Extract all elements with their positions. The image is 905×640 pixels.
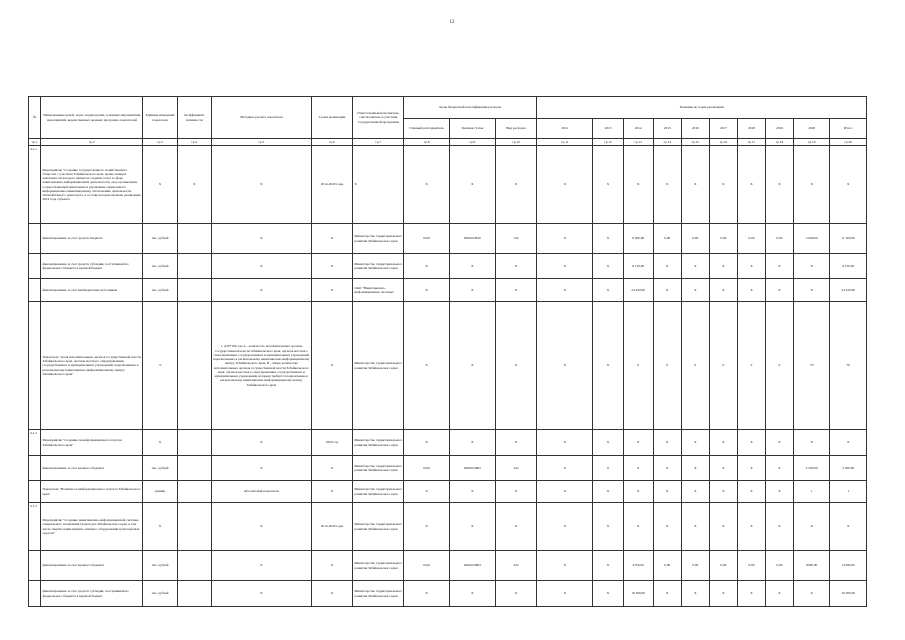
row-year-value: X (593, 503, 623, 551)
header-year: 2017 (709, 119, 737, 139)
row-year-value: X (537, 581, 593, 607)
row-code-gr: X (404, 254, 450, 279)
row-year-value: X (593, 481, 623, 503)
row-name: финансирование за счет средств бюджета (41, 224, 143, 254)
row-method: X (211, 430, 311, 456)
row-year-value: X (681, 146, 709, 224)
table-row (29, 279, 867, 302)
row-year-value: X (593, 146, 623, 224)
row-coef (177, 279, 211, 302)
row-name: Мероприятие "Создание государственного хозяйственного общества с участием Забайкальского края, целью и видом деятельности которого является создание услуг в сфере навигационно-информационной деятельности, свод организации, осуществляющей накопление и управление сервисами по информационно-навигационному обеспечению деятельности автомобильного транспорта, в составе которых вызвано реализация 2014 года субъекта (41, 146, 143, 224)
row-total: X (830, 430, 867, 456)
row-year-value: X (737, 430, 765, 456)
row-code-cs: X (450, 481, 496, 503)
header-year: 2014 (623, 119, 653, 139)
row-year-value: X (537, 551, 593, 581)
col-number: гр.4 (177, 139, 211, 146)
table-row (29, 551, 867, 581)
header-num: № (29, 97, 41, 139)
row-code-cs: 0640104802 (450, 456, 496, 481)
row-year-value: X (794, 254, 830, 279)
row-year-value: X (709, 503, 737, 551)
row-unit: X (143, 430, 177, 456)
header-year: 2016 (681, 119, 709, 139)
col-number: гр.6 (311, 139, 353, 146)
row-name: финансирование за счет краевого бюджета (41, 456, 143, 481)
row-total: 11 500,00 (830, 224, 867, 254)
row-year-value: X (623, 503, 653, 551)
row-total: 24 450,00 (830, 279, 867, 302)
row-year-value: X (593, 430, 623, 456)
row-method: X (211, 503, 311, 551)
row-year-value: X (737, 456, 765, 481)
row-year-value: X (681, 481, 709, 503)
row-year-value: 0 (681, 302, 709, 430)
row-year-value: 0 (765, 302, 793, 430)
row-year-value: 24 450,00 (623, 279, 653, 302)
row-code-vr: 242 (495, 456, 537, 481)
row-method: X (211, 456, 311, 481)
row-coef (177, 503, 211, 551)
row-unit: тыс. рублей (143, 456, 177, 481)
header-year: 2020 (794, 119, 830, 139)
row-year-value: 1 (794, 481, 830, 503)
row-code-gr: X (404, 581, 450, 607)
col-number: гр.9 (450, 139, 496, 146)
row-coef (177, 481, 211, 503)
row-responsible: Министерство территориального развития Забайкальского края (353, 456, 404, 481)
row-year-value: X (794, 146, 830, 224)
col-number: гр.20 (830, 139, 867, 146)
row-code-cs: X (450, 503, 496, 551)
row-unit: % (143, 302, 177, 430)
row-year-value: X (709, 481, 737, 503)
row-year-value: X (537, 279, 593, 302)
row-code-cs: X (450, 254, 496, 279)
row-code-cs: 0640104810 (450, 224, 496, 254)
col-number: гр.7 (353, 139, 404, 146)
row-num: 4.1.1 (29, 146, 41, 224)
row-year-value: 0,00 (653, 551, 681, 581)
header-year: 2015 (653, 119, 681, 139)
row-year-value: X (765, 481, 793, 503)
row-code-cs: 0640104803 (450, 551, 496, 581)
row-year-value: X (653, 456, 681, 481)
row-code-gr: X (404, 481, 450, 503)
row-num (29, 224, 41, 254)
row-year-value: X (537, 254, 593, 279)
row-year-value: X (623, 146, 653, 224)
header-year: 2019 (765, 119, 793, 139)
row-code-gr: 0410 (404, 551, 450, 581)
row-year-value: X (537, 302, 593, 430)
row-year-value: 0,00 (765, 224, 793, 254)
row-num: 4.1.2 (29, 430, 41, 456)
row-year-value: X (653, 254, 681, 279)
row-year-value: X (681, 254, 709, 279)
row-year-value: X (794, 503, 830, 551)
row-unit: тыс. рублей (143, 254, 177, 279)
row-year-value: 0,00 (737, 551, 765, 581)
header-resp: Ответственный исполнитель, соисполнитель и участник государственной программы (353, 97, 404, 139)
row-unit: тыс. рублей (143, 551, 177, 581)
row-name: Показатель "Наличие геоинформационного портала Забайкальского края" (41, 481, 143, 503)
row-year-value: 0,00 (765, 551, 793, 581)
row-year-value: 2 500,00 (794, 456, 830, 481)
row-method: X (211, 279, 311, 302)
table-row (29, 224, 867, 254)
row-name: финансирование за счет краевого бюджета (41, 551, 143, 581)
row-year-value: X (737, 481, 765, 503)
row-code-vr: X (495, 503, 537, 551)
row-year-value: 8 150,00 (623, 254, 653, 279)
row-year-value: X (537, 224, 593, 254)
row-term: X (311, 224, 353, 254)
row-term: X (311, 456, 353, 481)
row-code-vr: X (495, 146, 537, 224)
col-number: гр.11 (537, 139, 593, 146)
row-unit: тыс. рублей (143, 279, 177, 302)
col-number: гр.5 (211, 139, 311, 146)
row-method: X (211, 224, 311, 254)
row-responsible: Министерство территориального развития Забайкальского края (353, 430, 404, 456)
header-code-gr: Главный распорядитель (404, 119, 450, 139)
row-total: 16 300,00 (830, 581, 867, 607)
table-row (29, 254, 867, 279)
row-term: X (311, 551, 353, 581)
row-year-value: 0,00 (737, 224, 765, 254)
row-num (29, 254, 41, 279)
row-year-value: X (623, 481, 653, 503)
row-total: 70 (830, 302, 867, 430)
row-coef: X (177, 146, 211, 224)
row-year-value: 0,00 (681, 224, 709, 254)
col-number: гр.16 (709, 139, 737, 146)
table-row (29, 430, 867, 456)
row-name: Мероприятие "Создание навигационно-информационной системы специального назначения транспорта Забайкальского края, в том числе закупка навигационно-связного оборудования транспортных средств" (41, 503, 143, 551)
row-coef (177, 551, 211, 581)
row-year-value: X (681, 503, 709, 551)
row-year-value: X (653, 581, 681, 607)
row-responsible: Министерство территориального развития Забайкальского края (353, 581, 404, 607)
row-responsible: Министерство территориального развития Забайкальского края (353, 254, 404, 279)
column-numbers-row (29, 139, 867, 146)
header-code-vr: Вид расходов (495, 119, 537, 139)
row-year-value: X (537, 481, 593, 503)
col-number: гр.3 (143, 139, 177, 146)
row-total: 8 150,00 (830, 254, 867, 279)
header-name: Наименование целей, задач, подпрограмм, основных мероприятий, мероприятий, ведомственных целевых программ, показателей (41, 97, 143, 139)
row-year-value: 0 (653, 302, 681, 430)
header-codes-group: Коды бюджетной классификации расходов (404, 97, 537, 119)
row-year-value: X (593, 581, 623, 607)
row-total: 1 (830, 481, 867, 503)
row-year-value: X (709, 254, 737, 279)
row-year-value: 4700,00 (623, 551, 653, 581)
row-responsible: X (353, 146, 404, 224)
row-code-vr: 242 (495, 551, 537, 581)
row-year-value: 0 (737, 302, 765, 430)
row-num (29, 481, 41, 503)
header-coef: Коэффициент значимости (177, 97, 211, 139)
col-number: гр.18 (765, 139, 793, 146)
row-year-value: X (681, 456, 709, 481)
row-year-value: X (737, 254, 765, 279)
row-total: 13200,00 (830, 551, 867, 581)
row-year-value: X (681, 581, 709, 607)
row-name: финансирование за счет внебюджетных источников (41, 279, 143, 302)
row-year-value: 3 000,00 (794, 224, 830, 254)
row-code-cs: X (450, 146, 496, 224)
row-unit: единиц (143, 481, 177, 503)
row-code-vr: X (495, 279, 537, 302)
row-year-value: X (537, 456, 593, 481)
row-year-value: X (709, 430, 737, 456)
row-year-value: 0,00 (653, 224, 681, 254)
row-code-cs: X (450, 581, 496, 607)
row-responsible: Министерство территориального развития Забайкальского края (353, 302, 404, 430)
row-num (29, 551, 41, 581)
row-year-value: X (737, 581, 765, 607)
row-year-value: X (623, 430, 653, 456)
row-coef (177, 430, 211, 456)
row-year-value: X (593, 254, 623, 279)
row-year-value: 8500,00 (794, 551, 830, 581)
header-year: 2012 (537, 119, 593, 139)
row-year-value: X (765, 279, 793, 302)
row-unit: тыс. рублей (143, 581, 177, 607)
row-year-value: X (737, 503, 765, 551)
row-method: Абсолютный показатель (211, 481, 311, 503)
row-term: X (311, 581, 353, 607)
row-year-value: X (653, 503, 681, 551)
row-year-value: X (593, 279, 623, 302)
col-number: гр.15 (681, 139, 709, 146)
table-row (29, 481, 867, 503)
row-method: X (211, 146, 311, 224)
row-year-value: X (537, 430, 593, 456)
row-unit: тыс. рублей (143, 224, 177, 254)
row-year-value: 0 (709, 302, 737, 430)
page-number: 12 (449, 20, 455, 25)
row-code-vr: 742 (495, 224, 537, 254)
row-name: Мероприятие "Создание геоинформационного портала Забайкальского края" (41, 430, 143, 456)
col-number: гр.12 (593, 139, 623, 146)
row-year-value: X (681, 430, 709, 456)
row-code-vr: X (495, 481, 537, 503)
row-code-gr: X (404, 146, 450, 224)
row-year-value: X (765, 430, 793, 456)
row-responsible: Министерство территориального развития Забайкальского края (353, 551, 404, 581)
row-year-value: X (709, 279, 737, 302)
row-year-value: X (765, 146, 793, 224)
row-year-value: X (765, 503, 793, 551)
row-year-value: X (537, 146, 593, 224)
row-year-value: X (794, 279, 830, 302)
header-code-cs: Целевая статья (450, 119, 496, 139)
row-responsible: Министерство территориального развития Забайкальского края (353, 224, 404, 254)
row-responsible: ОАО "Навигационно-информационные системы" (353, 279, 404, 302)
row-year-value: X (709, 146, 737, 224)
row-num (29, 456, 41, 481)
row-method: X (211, 254, 311, 279)
row-term: X (311, 254, 353, 279)
col-number: гр.1 (29, 139, 41, 146)
col-number: гр.13 (623, 139, 653, 146)
header-total: Итого (830, 119, 867, 139)
row-code-gr: X (404, 302, 450, 430)
header-values-group: Значения по годам реализации (537, 97, 867, 119)
row-code-gr: X (404, 503, 450, 551)
row-total: X (830, 503, 867, 551)
row-year-value: X (765, 254, 793, 279)
table-row (29, 302, 867, 430)
row-year-value: X (537, 503, 593, 551)
row-year-value: X (593, 551, 623, 581)
col-number: гр.19 (794, 139, 830, 146)
row-name: финансирование за счет средств субсидии, поступившей из федерального бюджета в краевой бюджет (41, 581, 143, 607)
row-code-gr: X (404, 279, 450, 302)
header-unit: Единица измерения показателя (143, 97, 177, 139)
row-num (29, 279, 41, 302)
row-term: 2020 год (311, 430, 353, 456)
col-number: гр.8 (404, 139, 450, 146)
header-year: 2013 (593, 119, 623, 139)
row-term: X (311, 279, 353, 302)
row-year-value: X (765, 581, 793, 607)
row-code-gr: X (404, 430, 450, 456)
row-code-vr: X (495, 254, 537, 279)
row-responsible: Министерство территориального развития Забайкальского края (353, 481, 404, 503)
row-total: X (830, 146, 867, 224)
row-year-value: 70 (794, 302, 830, 430)
program-table (28, 96, 867, 607)
col-number: гр.14 (653, 139, 681, 146)
row-code-gr: 0410 (404, 224, 450, 254)
row-year-value: 0,00 (709, 551, 737, 581)
row-name: финансирование за счет средств субсидии, поступившей из федерального бюджета в краевой бюджет (41, 254, 143, 279)
row-name: Показатель "Доля исполнительных органов государственной власти Забайкальского края, органов местного самоуправления, государственных и муниципальных учреждений, подключенных к региональному навигационно-информационному центру Забайкальского края" (41, 302, 143, 430)
row-year-value: X (737, 279, 765, 302)
row-method: X (211, 551, 311, 581)
row-year-value: X (623, 456, 653, 481)
row-coef (177, 302, 211, 430)
header-year: 2018 (737, 119, 765, 139)
table-row (29, 146, 867, 224)
row-term: 2014-2020 годы (311, 503, 353, 551)
row-year-value: X (593, 302, 623, 430)
row-num (29, 581, 41, 607)
header-term: Сроки реализации (311, 97, 353, 139)
row-year-value: X (593, 456, 623, 481)
table-row (29, 581, 867, 607)
row-code-cs: X (450, 279, 496, 302)
row-coef (177, 456, 211, 481)
row-code-cs: X (450, 302, 496, 430)
row-coef (177, 254, 211, 279)
row-year-value: 0,00 (681, 551, 709, 581)
row-num (29, 302, 41, 430)
row-num: 4.1.3 (29, 503, 41, 551)
row-code-vr: X (495, 581, 537, 607)
row-year-value: X (794, 581, 830, 607)
col-number: гр.2 (41, 139, 143, 146)
row-year-value: X (709, 581, 737, 607)
row-year-value: X (653, 146, 681, 224)
row-total: 2 500,00 (830, 456, 867, 481)
table-row (29, 456, 867, 481)
row-year-value: 8 500,00 (623, 224, 653, 254)
row-term: X (311, 481, 353, 503)
row-year-value: X (765, 456, 793, 481)
row-responsible: Министерство территориального развития Забайкальского края (353, 503, 404, 551)
row-year-value: X (653, 279, 681, 302)
row-year-value: 0,00 (709, 224, 737, 254)
row-method: 1. А/В*100, где А - количество исполнительных органов государственной власти Забайкальского края, органов местного самоуправления, государственных и муниципальных учреждений, подключенных к региональному навигационно-информационному центру Забайкальского края, В - общее количество исполнительных органов государственной власти Забайкальского края, органов местного самоуправления, государственных и муниципальных учреждений, которым требуется подключение к региональному навигационно-информационному центру Забайкальского края (211, 302, 311, 430)
row-code-vr: X (495, 302, 537, 430)
row-term: 2014-2020 годы (311, 146, 353, 224)
row-coef (177, 581, 211, 607)
row-year-value: X (794, 430, 830, 456)
table-row (29, 503, 867, 551)
row-year-value: X (681, 279, 709, 302)
row-unit: X (143, 146, 177, 224)
row-code-cs: X (450, 430, 496, 456)
row-coef (177, 224, 211, 254)
row-code-vr: X (495, 430, 537, 456)
row-year-value: X (737, 146, 765, 224)
row-code-gr: 0410 (404, 456, 450, 481)
row-method: X (211, 581, 311, 607)
col-number: гр.10 (495, 139, 537, 146)
row-year-value: 16 300,00 (623, 581, 653, 607)
col-number: гр.17 (737, 139, 765, 146)
row-year-value: X (709, 456, 737, 481)
row-year-value: 0 (623, 302, 653, 430)
row-term: X (311, 302, 353, 430)
row-unit: X (143, 503, 177, 551)
row-year-value: X (593, 224, 623, 254)
row-year-value: X (653, 430, 681, 456)
header-method: Методика расчета показателя (211, 97, 311, 139)
row-year-value: X (653, 481, 681, 503)
